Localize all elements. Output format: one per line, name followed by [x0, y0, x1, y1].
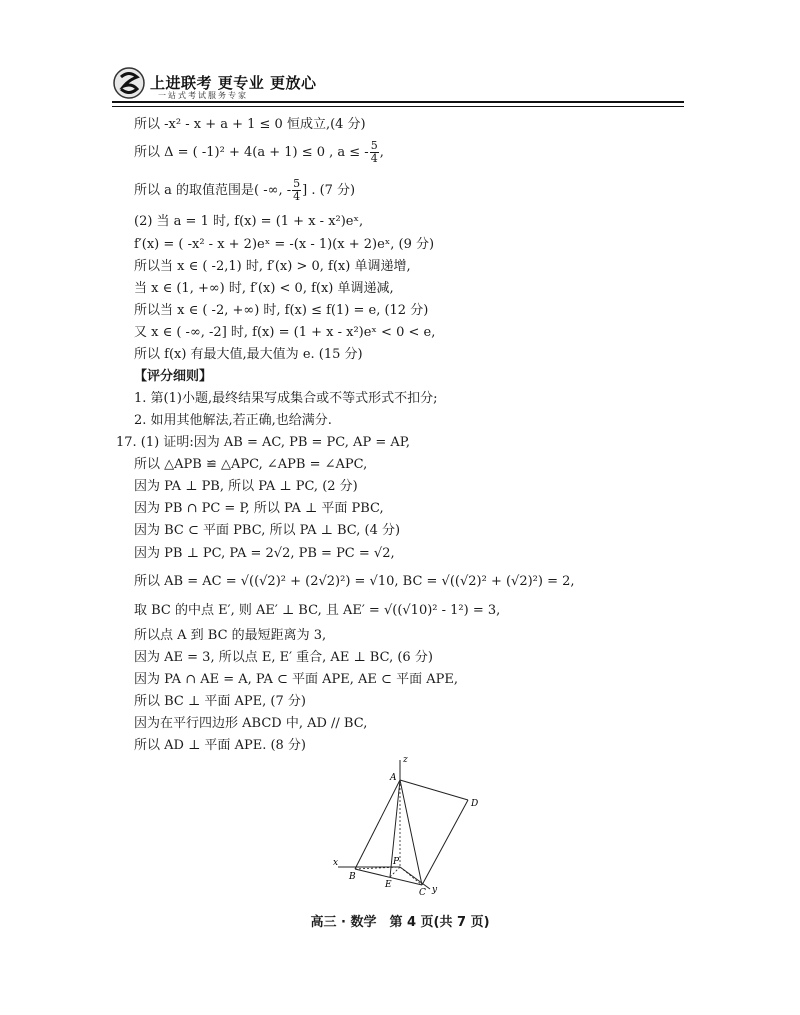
header-rule — [112, 101, 684, 103]
edge-ad — [400, 780, 468, 800]
grading-rule: 1. 第(1)小题,最终结果写成集合或不等式形式不扣分; — [134, 391, 438, 406]
solution-line: 所以点 A 到 BC 的最短距离为 3, — [134, 628, 327, 643]
solution-line: 因为 BC ⊂ 平面 PBC, 所以 PA ⊥ BC, (4 分) — [134, 523, 401, 538]
solution-line — [134, 140, 384, 166]
grading-rules-heading: 【评分细则】 — [134, 369, 213, 384]
fraction-denominator: 4 — [293, 190, 301, 203]
line-text: ] . (7 分) — [302, 183, 356, 198]
label-z: z — [403, 755, 408, 765]
page-header — [112, 64, 684, 104]
solution-line: 因为 PA ⊥ PB, 所以 PA ⊥ PC, (2 分) — [134, 479, 358, 494]
solution-line: 所以 AB = AC = √((√2)² + (2√2)²) = √10, BC = √((√2)² + (√2)²) = 2, — [134, 574, 575, 589]
solution-line: 取 BC 的中点 E′, 则 AE′ ⊥ BC, 且 AE′ = √((√10)² - 1²) = 3, — [134, 603, 501, 618]
brand-name: 上进联考 更专业 更放心 — [150, 74, 317, 92]
solution-line: 所以 AD ⊥ 平面 APE. (8 分) — [134, 738, 307, 753]
label-e: E — [385, 880, 392, 890]
solution-line: 所以当 x ∈ ( -2, +∞) 时, f(x) ≤ f(1) = e, (12 分) — [134, 303, 429, 318]
edge-dc — [422, 800, 468, 885]
solution-line: 所以当 x ∈ ( -2,1) 时, f′(x) > 0, f(x) 单调递增, — [134, 259, 411, 274]
fraction — [370, 140, 379, 165]
brand-logo-icon — [112, 66, 146, 100]
fraction-denominator: 4 — [370, 152, 378, 165]
fraction — [292, 178, 301, 203]
grading-rule: 2. 如用其他解法,若正确,也给满分. — [134, 413, 332, 428]
fraction-numerator: 5 — [370, 139, 378, 152]
line-text: , — [379, 145, 384, 160]
edge-ab — [355, 780, 400, 869]
solution-line: 所以 -x² - x + a + 1 ≤ 0 恒成立,(4 分) — [134, 117, 366, 132]
solution-line: 因为 AE = 3, 所以点 E, E′ 重合, AE ⊥ BC, (6 分) — [134, 650, 433, 665]
solution-line: 当 x ∈ (1, +∞) 时, f′(x) < 0, f(x) 单调递减, — [134, 281, 394, 296]
solution-line: 因为 PB ⊥ PC, PA = 2√2, PB = PC = √2, — [134, 546, 395, 561]
solution-line — [134, 178, 355, 204]
label-y: y — [432, 885, 438, 895]
solution-line: 所以 f(x) 有最大值,最大值为 e. (15 分) — [134, 347, 363, 362]
solution-line: 所以 △APB ≌ △APC, ∠APB = ∠APC, — [134, 457, 368, 472]
solution-line: f′(x) = ( -x² - x + 2)eˣ = -(x - 1)(x + 2)eˣ, (9 分) — [134, 237, 435, 252]
question-17-start: 17. (1) 证明:因为 AB = AC, PB = PC, AP = AP, — [116, 435, 410, 450]
label-b: B — [349, 872, 356, 882]
line-text: ( -∞, - — [254, 183, 292, 198]
label-c: C — [419, 888, 426, 898]
edge-pe — [390, 867, 400, 877]
label-a: A — [390, 773, 397, 783]
line-text: 所以 a 的取值范围是 — [134, 183, 255, 198]
solution-line: 因为在平行四边形 ABCD 中, AD // BC, — [134, 716, 368, 731]
geometry-figure — [330, 752, 490, 902]
label-d: D — [471, 799, 479, 809]
solution-line: 所以 BC ⊥ 平面 APE, (7 分) — [134, 694, 306, 709]
label-p: P — [393, 857, 400, 867]
line-text: 所以 Δ = ( -1)² + 4(a + 1) ≤ 0 , a ≤ - — [134, 145, 369, 160]
solution-line: (2) 当 a = 1 时, f(x) = (1 + x - x²)eˣ, — [134, 214, 364, 229]
header-rule-thin — [112, 106, 684, 107]
fraction-numerator: 5 — [293, 177, 301, 190]
solution-line: 又 x ∈ ( -∞, -2] 时, f(x) = (1 + x - x²)eˣ < 0 < e, — [134, 325, 436, 340]
solution-line: 因为 PA ∩ AE = A, PA ⊂ 平面 APE, AE ⊂ 平面 APE, — [134, 672, 458, 687]
brand-slogan: 一站式考试服务专家 — [158, 91, 248, 100]
page-footer: 高三 · 数学 第 4 页(共 7 页) — [310, 915, 490, 930]
label-x: x — [333, 858, 339, 868]
solution-line: 因为 PB ∩ PC = P, 所以 PA ⊥ 平面 PBC, — [134, 501, 384, 516]
